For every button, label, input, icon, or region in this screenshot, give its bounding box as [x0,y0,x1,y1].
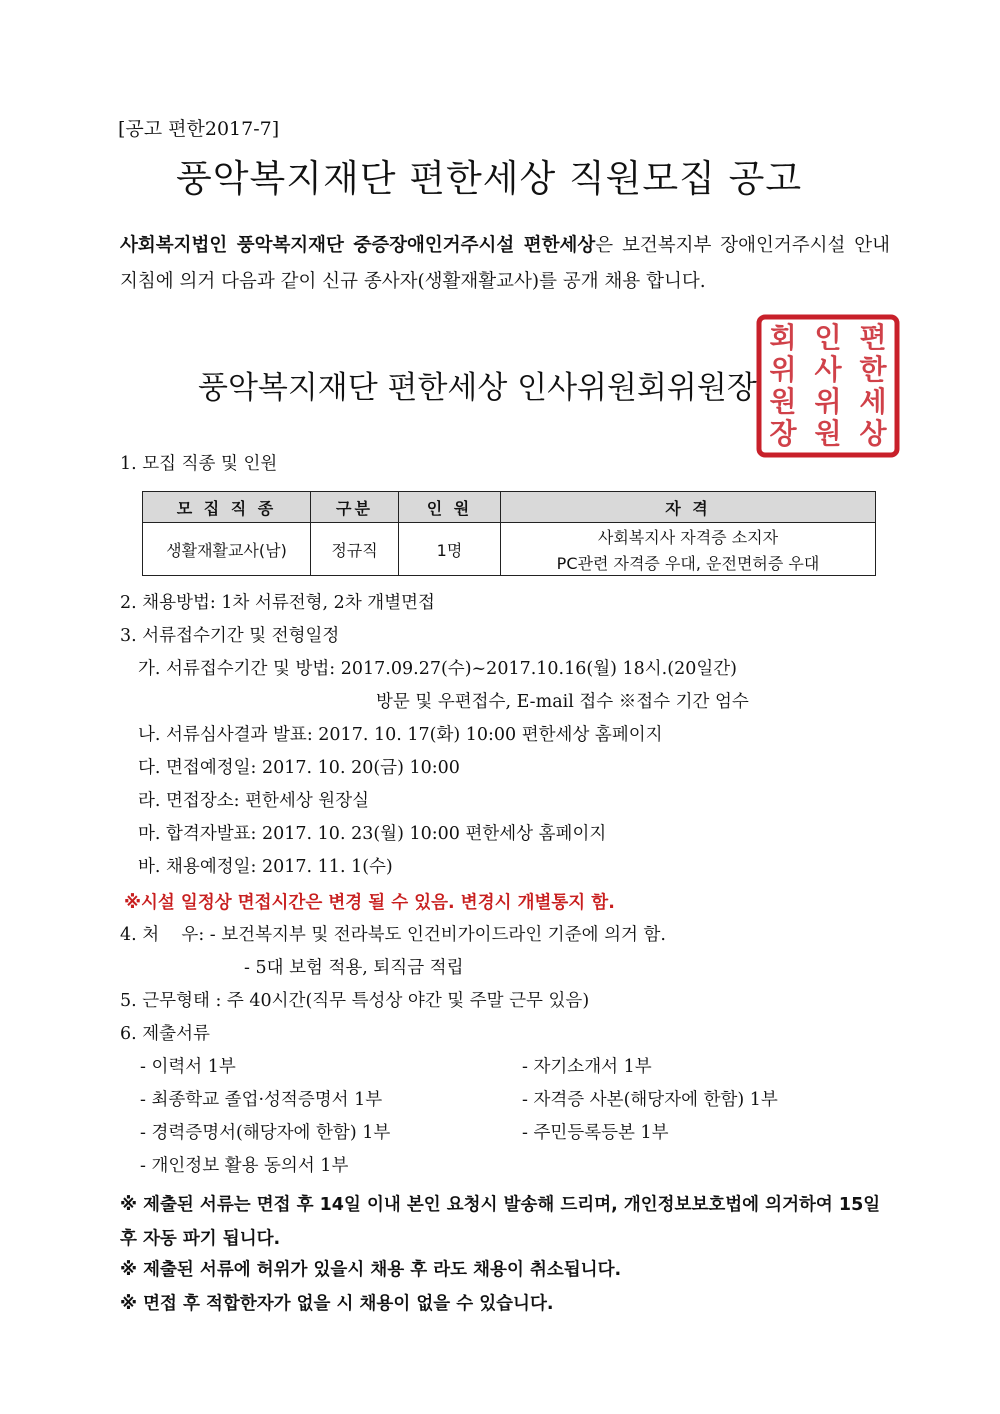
schedule-item-d: 라. 면접장소: 편한세상 원장실 [138,791,370,811]
seal-character: 위 [769,353,797,386]
seal-character: 장 [769,417,797,450]
intro-organization: 사회복지법인 풍악복지재단 중증장애인거주시설 편한세상 [120,235,596,256]
seal-character: 원 [814,417,842,450]
section-4-benefits: 4. 처 우: - 보건복지부 및 전라북도 인건비가이드라인 기준에 의거 함. [120,925,666,945]
section-1-heading: 1. 모집 직종 및 인원 [120,454,278,474]
document-item: - 최종학교 졸업·성적증명서 1부 [140,1090,383,1110]
seal-character: 회 [769,321,797,354]
official-seal-stamp [755,313,901,459]
seal-character: 편 [859,321,887,354]
signer-title: 풍악복지재단 편한세상 인사위원회위원장 [198,370,757,406]
schedule-item-a: 가. 서류접수기간 및 방법: 2017.09.27(수)~2017.10.16(월) 18시.(20일간) [138,659,737,679]
seal-character: 위 [814,385,842,418]
document-item: - 개인정보 활용 동의서 1부 [140,1156,349,1176]
schedule-item-f: 바. 채용예정일: 2017. 11. 1(수) [138,857,393,877]
cell-qualification-1: 사회복지사 자격증 소지자 [501,523,876,550]
schedule-item-b: 나. 서류심사결과 발표: 2017. 10. 17(화) 10:00 편한세상 홈페이지 [138,725,663,745]
header-qualification: 자 격 [501,492,876,523]
page-title: 풍악복지재단 편한세상 직원모집 공고 [176,157,803,200]
document-item: - 자격증 사본(해당자에 한함) 1부 [522,1090,778,1110]
seal-character: 한 [859,353,887,386]
schedule-change-notice: ※시설 일정상 면접시간은 변경 될 수 있음. 변경시 개별통지 함. [124,893,615,913]
note-document-disposal: ※ 제출된 서류는 면접 후 14일 이내 본인 요청시 발송해 드리며, 개인정보보호법에 의거하여 15일후 자동 파기 됩니다. [120,1195,881,1249]
section-5-work-type: 5. 근무형태 : 주 40시간(직무 특성상 야간 및 주말 근무 있음) [120,991,590,1011]
header-category: 구분 [311,492,399,523]
seal-character: 세 [859,385,887,418]
cell-type: 정규직 [311,523,399,576]
note-no-hire: ※ 면접 후 적합한자가 없을 시 채용이 없을 수 있습니다. [120,1294,554,1314]
cell-qualification-2: PC관련 자격증 우대, 운전면허증 우대 [501,549,876,576]
document-item: - 경력증명서(해당자에 한함) 1부 [140,1123,391,1143]
document-item: - 이력서 1부 [140,1057,236,1077]
seal-character: 사 [814,353,842,386]
section-3-heading: 3. 서류접수기간 및 전형일정 [120,626,340,646]
seal-character: 원 [769,385,797,418]
seal-character: 인 [814,321,842,354]
note-false-documents: ※ 제출된 서류에 허위가 있을시 채용 후 라도 채용이 취소됩니다. [120,1260,622,1280]
section-4-benefits-detail: - 5대 보험 적용, 퇴직금 적립 [244,958,464,978]
section-2-method: 2. 채용방법: 1차 서류전형, 2차 개별면접 [120,593,435,613]
document-item: - 자기소개서 1부 [522,1057,652,1077]
recruitment-table [142,491,876,576]
table-header-row [143,492,876,523]
intro-rest: 은 보건복지부 장애인거주시설 안내 지침에 의거 다음과 같이 신규 종사자(생활재활교사)를 공개 채용 합니다. [120,235,890,292]
document-item: - 주민등록등본 1부 [522,1123,669,1143]
schedule-item-e: 마. 합격자발표: 2017. 10. 23(월) 10:00 편한세상 홈페이지 [138,824,607,844]
intro-paragraph [120,228,890,300]
cell-count: 1명 [399,523,501,576]
schedule-item-c: 다. 면접예정일: 2017. 10. 20(금) 10:00 [138,758,460,778]
notice-reference-number: [공고 편한2017-7] [118,118,280,140]
header-job-type: 모 집 직 종 [143,492,311,523]
cell-job: 생활재활교사(남) [143,523,311,576]
section-6-heading: 6. 제출서류 [120,1024,210,1044]
header-headcount: 인 원 [399,492,501,523]
seal-character: 상 [859,417,887,450]
schedule-item-a-detail: 방문 및 우편접수, E-mail 접수 ※접수 기간 엄수 [376,692,749,712]
table-row [143,523,876,550]
